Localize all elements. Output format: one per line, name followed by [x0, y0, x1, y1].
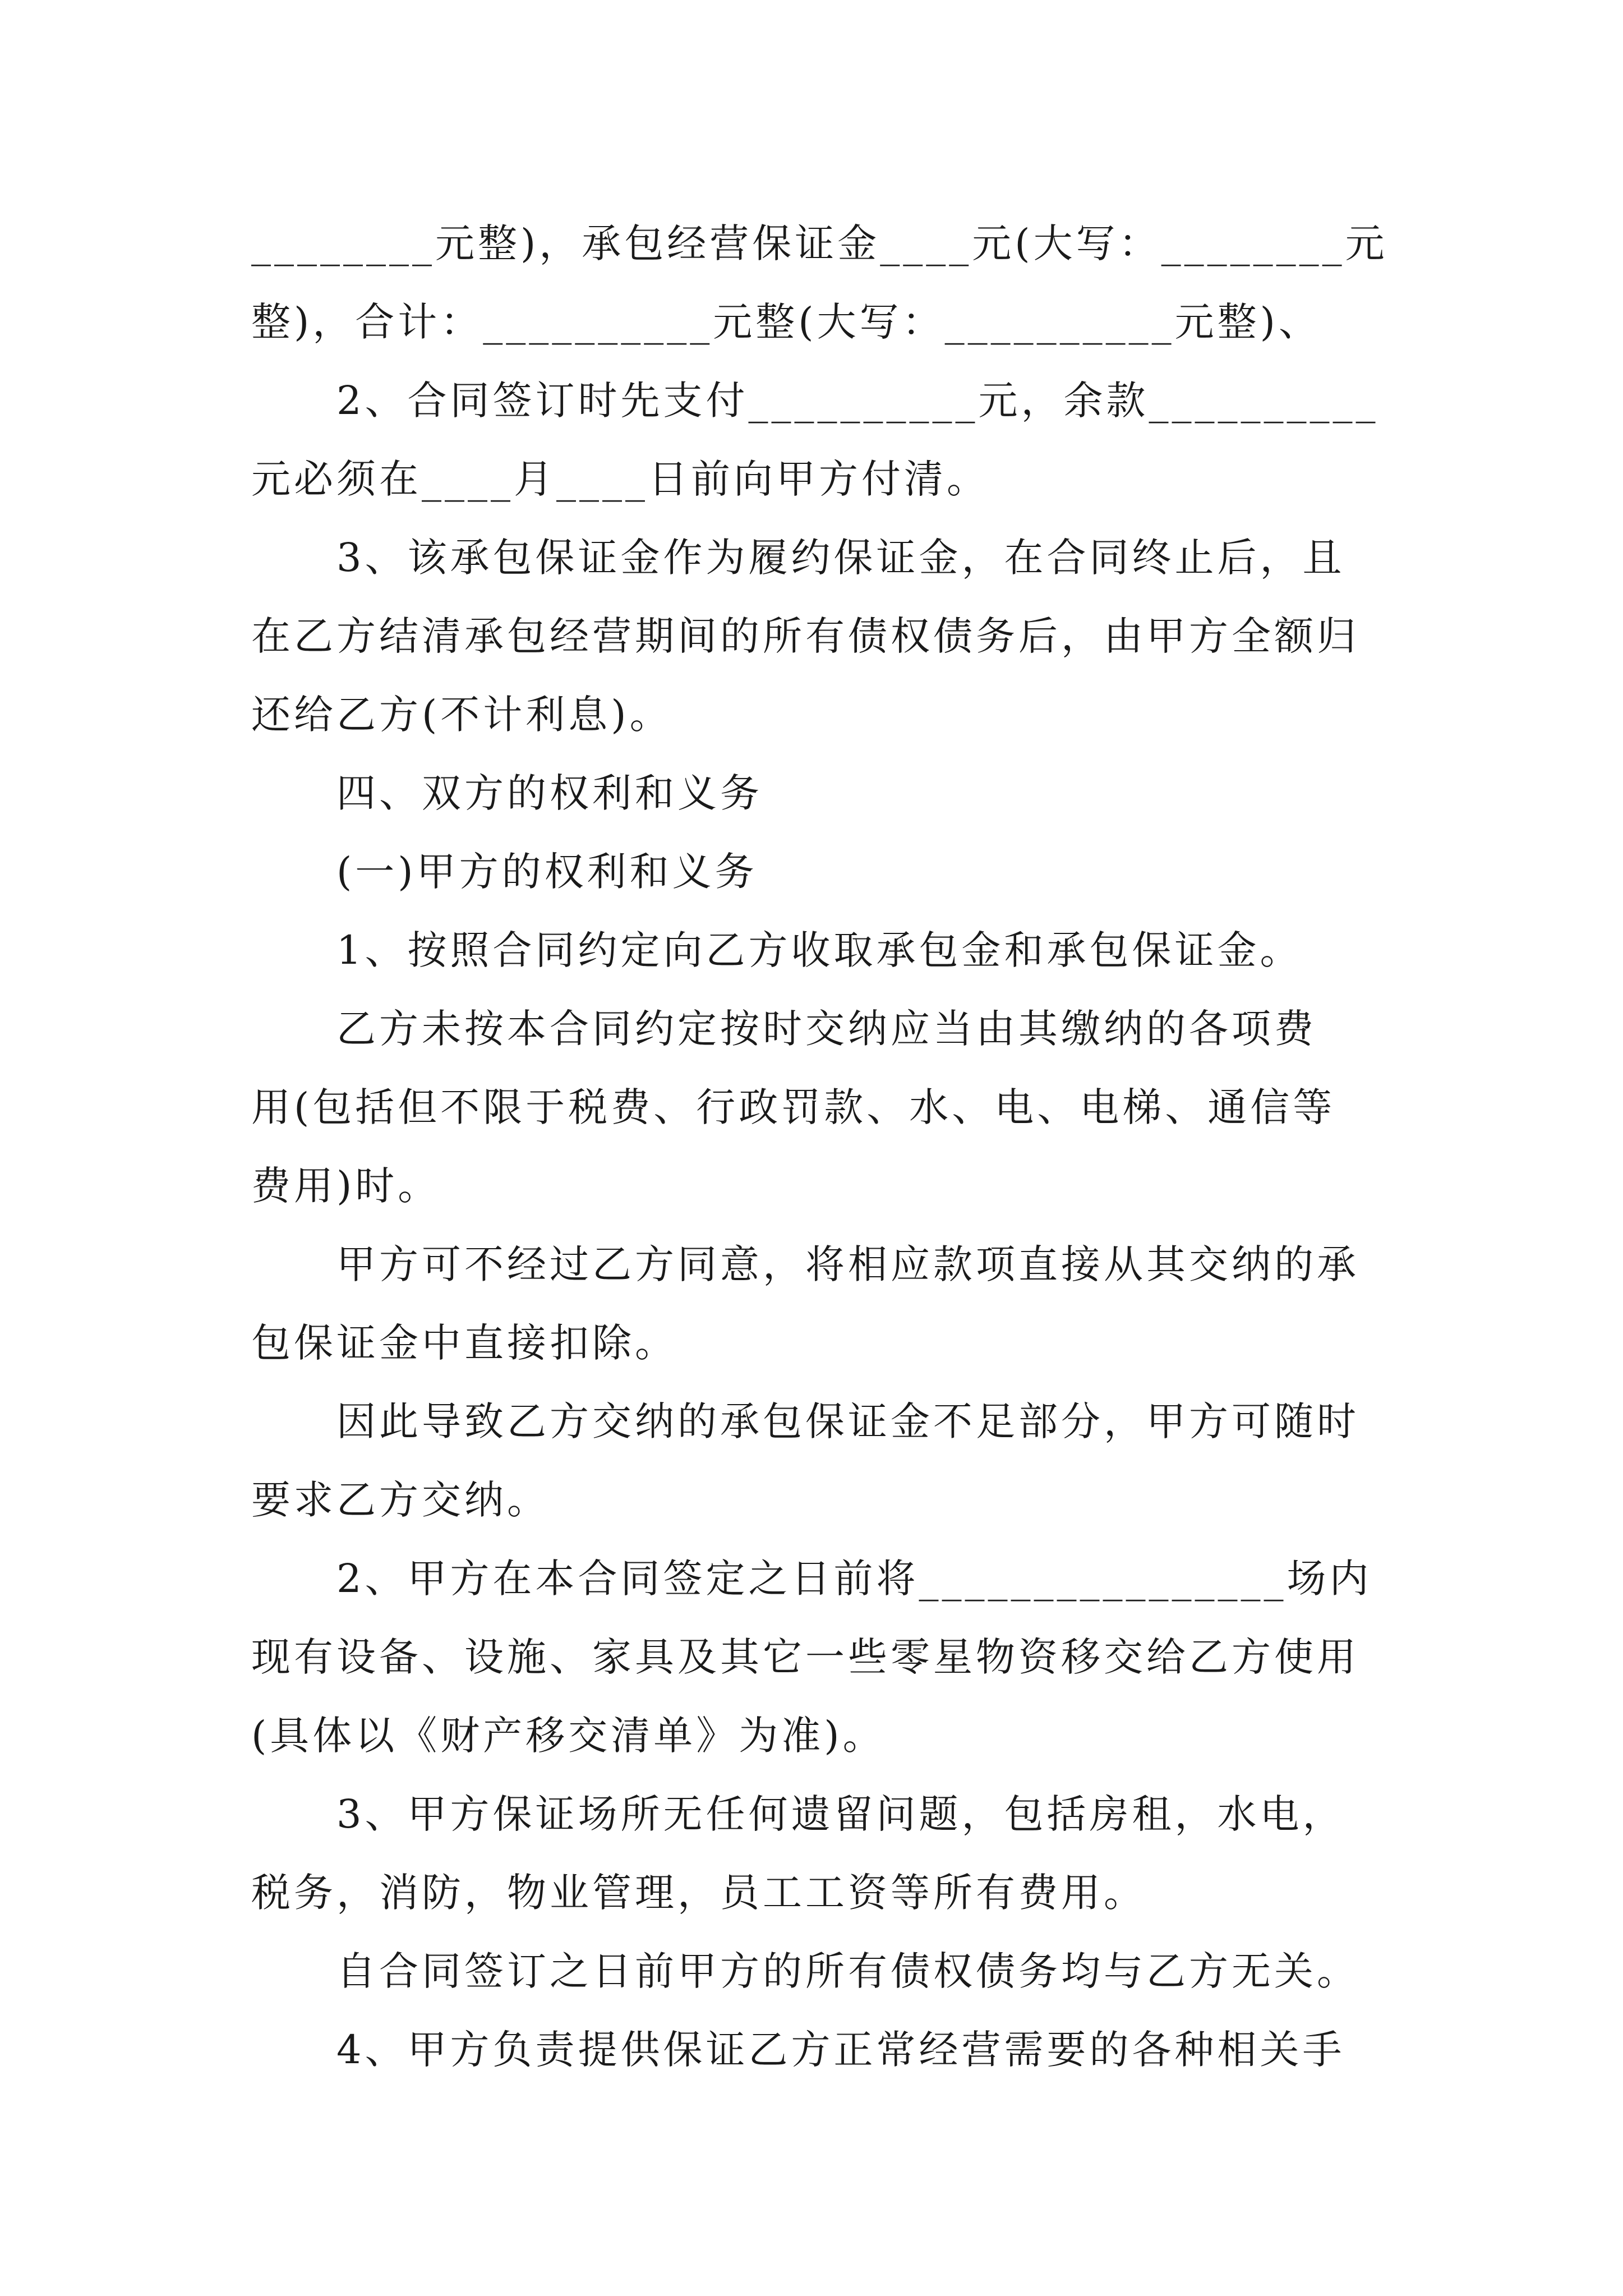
text-line: 税务，消防，物业管理，员工工资等所有费用。 [251, 1870, 1146, 1916]
text-line: 4、甲方负责提供保证乙方正常经营需要的各种相关手 [336, 2027, 1345, 2073]
text-line: 用(包括但不限于税费、行政罚款、水、电、电梯、通信等 [251, 1084, 1336, 1130]
text-line: 元必须在____月____日前向甲方付清。 [251, 456, 989, 502]
text-line: 3、该承包保证金作为履约保证金，在合同终止后，且 [336, 535, 1345, 581]
text-line: 费用)时。 [251, 1163, 441, 1209]
text-line: 自合同签订之日前甲方的所有债权债务均与乙方无关。 [336, 1948, 1359, 1994]
text-line: 因此导致乙方交纳的承包保证金不足部分，甲方可随时 [336, 1398, 1359, 1444]
text-line: 甲方可不经过乙方同意，将相应款项直接从其交纳的承 [336, 1241, 1359, 1287]
text-line: 在乙方结清承包经营期间的所有债权债务后，由甲方全额归 [251, 613, 1359, 659]
text-line: 还给乙方(不计利息)。 [251, 692, 672, 738]
text-line: 1、按照合同约定向乙方收取承包金和承包保证金。 [336, 927, 1303, 973]
text-line: 乙方未按本合同约定按时交纳应当由其缴纳的各项费 [336, 1006, 1317, 1052]
text-line: 现有设备、设施、家具及其它一些零星物资移交给乙方使用 [251, 1634, 1359, 1680]
text-line: ________元整)，承包经营保证金____元(大写：________元 [251, 220, 1388, 266]
text-line: 2、合同签订时先支付__________元，余款__________ [336, 378, 1379, 424]
text-line: 3、甲方保证场所无任何遗留问题，包括房租，水电， [336, 1791, 1345, 1837]
text-line: 包保证金中直接扣除。 [251, 1320, 677, 1366]
subsection-heading: (一)甲方的权利和义务 [336, 849, 758, 895]
text-line: 整)，合计：__________元整(大写：__________元整)、 [251, 299, 1321, 345]
text-line: 要求乙方交纳。 [251, 1477, 550, 1523]
text-line: 2、甲方在本合同签定之日前将________________场内 [336, 1556, 1372, 1602]
section-heading: 四、双方的权利和义务 [336, 770, 763, 816]
text-line: (具体以《财产移交清单》为准)。 [251, 1713, 886, 1759]
